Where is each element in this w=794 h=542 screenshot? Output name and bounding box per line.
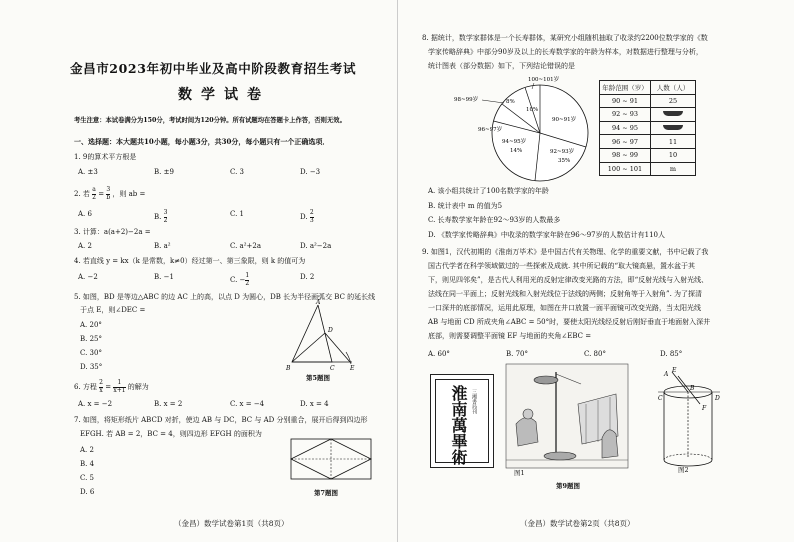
q5-label-a: A (316, 299, 321, 306)
q8-pie-percent-92: 35% (558, 158, 571, 164)
q8-stem-line-1: 8. 据统计，数学家群体是一个长寿群体，某研究小组随机抽取了收录约2200位数学家的《数 (422, 34, 708, 42)
page-2 (398, 0, 794, 542)
q9-label-c: C (658, 395, 663, 402)
q8-pie-label-96: 96~97岁 (478, 127, 503, 133)
q7-caption: 第7题图 (314, 489, 339, 497)
q8-pie-label-100: 100~101岁 (528, 77, 560, 83)
q1-option-a: A. ±3 (78, 168, 98, 176)
q8-pie-label-98: 98~99岁 (454, 97, 479, 103)
q9-option-d: D. 85° (660, 350, 683, 358)
q4-option-b: B. −1 (154, 273, 174, 281)
q6-option-b: B. x = 2 (154, 400, 183, 408)
book-side-text: 三湘書局刊 (471, 389, 477, 414)
q2-option-d: D. $\frac{2}{3}$ (300, 209, 314, 224)
q9-fig2-caption: 图2 (678, 466, 689, 474)
q5-label-d: D (328, 327, 333, 334)
q2-option-c: C. 1 (230, 210, 245, 218)
q7-option-b: B. 4 (80, 460, 95, 468)
q6-option-c: C. x = −4 (230, 400, 265, 408)
q9-stem-line-4: 法线在同一平面上；反射光线和入射光线位于法线的两侧；反射角等于入射角”. 为了探清 (428, 290, 703, 298)
book-cover (430, 374, 494, 468)
q9-label-f: F (702, 405, 707, 412)
q9-stem-line-2: 国古代学者在科学领域做过的一些探索及成就. 其中所记载的“取大镜高悬，置水盆于其 (428, 262, 696, 270)
q8-option-c: C. 长寿数学家年龄在92～93岁的人数最多 (428, 216, 561, 224)
sun-ray-ab (672, 372, 688, 392)
page-2-footer: （金昌）数学试卷第2页（共8页） (520, 519, 635, 528)
q2-fraction-1: $\frac{a}{2}$ (92, 186, 96, 201)
q5-option-a: A. 20° (80, 321, 102, 329)
q5-option-b: B. 25° (80, 335, 103, 343)
person-figure-icon (516, 417, 538, 446)
q4-option-a: A. −2 (78, 273, 98, 281)
q5-option-c: C. 30° (80, 349, 102, 357)
q5-figure (280, 300, 360, 372)
q6-stem: 6. 方程 $\frac{2}{x}$ = $\frac{1}{x+1}$ 的解为 (74, 379, 149, 394)
q8-option-d: D. 《数学家传略辞典》中收录的数学家年龄在96～97岁的人数估计有110人 (428, 231, 665, 239)
q8-option-a: A. 该小组共统计了100名数学家的年龄 (428, 187, 549, 195)
q5-triangle-abc (292, 305, 332, 362)
exam-title: 金昌市2023年初中毕业及高中阶段教育招生考试 (70, 61, 357, 76)
q5-label-b: B (286, 365, 291, 372)
q7-stem-line-2: EFGH. 若 AB = 2，BC = 4，则四边形 EFGH 的面积为 (80, 430, 262, 438)
q9-caption: 第9题图 (556, 482, 581, 490)
q8-stem-line-2: 学家传略辞典》中部分90岁及以上的长寿数学家的年龄为样本，对数据进行整理与分析， (428, 48, 703, 56)
table-row: 100 ~ 101 m (600, 162, 696, 176)
q9-label-b: B (690, 385, 695, 392)
q8-option-b: B. 统计表中 m 的值为5 (428, 202, 503, 210)
q1-option-b: B. ±9 (154, 168, 174, 176)
q3-stem: 3. 计算：a(a+2)−2a = (74, 228, 151, 236)
q1-stem: 1. 9的算术平方根是 (74, 153, 137, 161)
figure-right-icon (602, 430, 618, 458)
mirror-ef (678, 376, 700, 404)
q5-caption: 第5题图 (306, 374, 331, 382)
q9-stem-line-5: 一口深井的底部情况，运用此原理，如图在井口放置一面平面镜可改变光路，当太阳光线 (428, 304, 701, 312)
table-row: 94 ~ 95 (600, 121, 696, 135)
q8-data-table (599, 80, 696, 176)
ink-smudge (651, 108, 696, 122)
q9-option-c: C. 80° (584, 350, 606, 358)
q5-segment-bd (292, 333, 325, 362)
q1-option-d: D. −3 (300, 168, 321, 176)
q8-pie-percent-100: 10% (526, 107, 539, 113)
table-row: 96 ~ 97 11 (600, 135, 696, 149)
subject-title: 数学试卷 (178, 87, 270, 103)
q8-stem-line-3: 统计图表（部分数据）如下，下列结论错误的是 (428, 62, 575, 70)
exam-notice: 考生注意：本试卷满分为150分，考试时间为120分钟。所有试题均在答题卡上作答，否则无效。 (74, 117, 346, 124)
q9-option-b: B. 70° (506, 350, 529, 358)
q4-option-c: C. − $\frac{1}{2}$ (230, 272, 250, 287)
q7-option-a: A. 2 (80, 446, 94, 454)
q8-pie-label-90: 90~91岁 (552, 117, 577, 123)
q7-option-d: D. 6 (80, 488, 95, 496)
q8-pie-percent-98: 8% (506, 99, 515, 105)
q6-fraction-2: $\frac{1}{x+1}$ (113, 379, 126, 394)
q8-pie-percent-94: 14% (510, 148, 523, 154)
q7-figure (288, 437, 374, 485)
q6-option-d: D. x = 4 (300, 400, 329, 408)
q9-stem-line-1: 9. 如图1，汉代初期的《淮南万毕术》是中国古代有关物理、化学的重要文献，书中记载了我 (422, 248, 709, 256)
q5-label-c: C (330, 365, 335, 372)
q7-stem-line-1: 7. 如图，将矩形纸片 ABCD 对折，使边 AB 与 DC，BC 与 AD 分别重合，展开后得到四边形 (74, 416, 368, 424)
q8-pie-label-92: 92~93岁 (550, 149, 575, 155)
q3-option-a: A. 2 (78, 242, 92, 250)
mirror-icon (534, 376, 558, 384)
q2-stem: 2. 若 $\frac{a}{2}$ = $\frac{3}{b}$ ，则 ab = (74, 186, 146, 201)
q9-stem-line-6: AB 与地面 CD 所成夹角∠ABC = 50°时，要使太阳光线经反射后刚好垂直于地面射入深井 (428, 318, 711, 326)
q9-label-e: E (672, 367, 677, 374)
table-row: 92 ~ 93 (600, 108, 696, 122)
q5-stem-line-1: 5. 如图，BD 是等边△ABC 的边 AC 上的高，以点 D 为圆心，DB 长为半径画弧交 BC 的延长线 (74, 293, 376, 301)
q5-stem-line-2: 于点 E，则∠DEC = (80, 306, 146, 314)
q4-stem: 4. 若直线 y = kx（k 是常数，k≠0）经过第一、第三象限，则 k 的值可为 (74, 257, 306, 265)
q9-stem-line-7: 底部，则需要调整平面镜 EF 与地面的夹角∠EBC = (428, 332, 592, 340)
q9-label-d: D (715, 395, 720, 402)
table-row: 98 ~ 99 10 (600, 148, 696, 162)
ink-smudge (651, 121, 696, 135)
table-row: 90 ~ 91 25 (600, 94, 696, 108)
q9-fig1-caption: 图1 (514, 469, 525, 477)
q9-stem-line-3: 下，则见四邻矣”，是古代人利用光的反射定律改变光路的方法，即“反射光线与入射光线、 (428, 276, 709, 284)
q5-option-d: D. 35° (80, 363, 103, 371)
q3-option-d: D. a²−2a (300, 242, 332, 250)
q8-pie-label-94: 94~95岁 (502, 139, 527, 145)
water-basin-icon (544, 452, 576, 460)
q2-fraction-2: $\frac{3}{b}$ (106, 186, 111, 201)
q9-figure-2 (658, 367, 722, 470)
q8-pie-chart (454, 78, 614, 186)
q2-option-a: A. 6 (78, 210, 92, 218)
q6-fraction-1: $\frac{2}{x}$ (99, 379, 103, 394)
section-1-heading: 一、选择题：本大题共10小题，每小题3分，共30分，每小题只有一个正确选项． (74, 137, 330, 146)
q9-label-a: A (664, 371, 669, 378)
q3-option-c: C. a²+2a (230, 242, 262, 250)
q2-option-b: B. $\frac{3}{2}$ (154, 209, 168, 224)
q9-option-a: A. 60° (428, 350, 450, 358)
page-1-footer: （金昌）数学试卷第1页（共8页） (174, 519, 289, 528)
q4-option-d: D. 2 (300, 273, 315, 281)
table-header-row: 年龄范围（岁） 人数（人） (600, 81, 696, 95)
q5-label-e: E (350, 365, 355, 372)
q9-illustration (506, 364, 628, 468)
book-title: 淮南萬畢術 (449, 385, 468, 465)
q1-option-c: C. 3 (230, 168, 245, 176)
q7-option-c: C. 5 (80, 474, 95, 482)
q6-option-a: A. x = −2 (78, 400, 113, 408)
q3-option-b: B. a² (154, 242, 171, 250)
